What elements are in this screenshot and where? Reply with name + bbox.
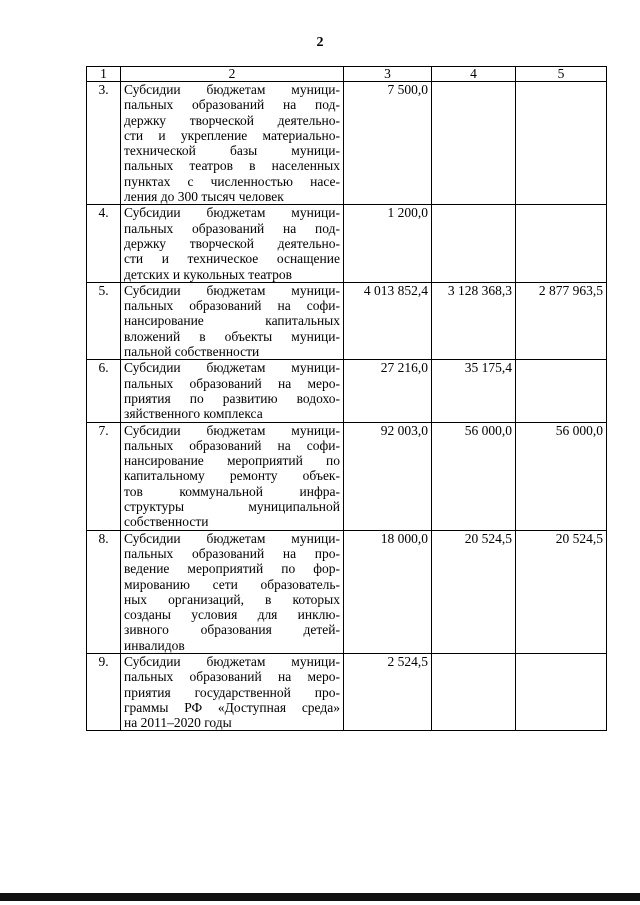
- description-line: ных организаций, в которых: [124, 591, 340, 607]
- row-value-col5: 2 877 963,5: [516, 282, 607, 359]
- description-line: технической базы муници-: [124, 143, 340, 159]
- row-description: [121, 530, 344, 653]
- row-value-col3: 2 524,5: [344, 653, 432, 730]
- row-number: 9.: [87, 653, 121, 730]
- row-value-col3: 92 003,0: [344, 422, 432, 530]
- description-line: тов коммунальной инфра-: [124, 483, 340, 499]
- description-line: граммы РФ «Доступная среда»: [124, 699, 340, 715]
- table-row: [87, 82, 607, 205]
- row-value-col4: 56 000,0: [432, 422, 516, 530]
- row-value-col5: [516, 360, 607, 422]
- row-number: 8.: [87, 530, 121, 653]
- description-line: сти и техническое оснащение: [124, 251, 340, 267]
- description-line: пальных образований на под-: [124, 220, 340, 236]
- description-line: приятия по развитию водохо-: [124, 390, 340, 406]
- table-row: [87, 530, 607, 653]
- row-value-col3: 18 000,0: [344, 530, 432, 653]
- description-line: Субсидии бюджетам муници-: [124, 422, 340, 438]
- table-body: [87, 82, 607, 731]
- description-line: Субсидии бюджетам муници-: [124, 360, 340, 376]
- description-line: зивного образования детей-: [124, 622, 340, 638]
- row-number: 5.: [87, 282, 121, 359]
- description-line: приятия государственной про-: [124, 684, 340, 700]
- description-line: собственности: [124, 514, 209, 530]
- table-row: [87, 422, 607, 530]
- description-line: пальных образований на под-: [124, 97, 340, 113]
- description-line: пальных образований на про-: [124, 545, 340, 561]
- header-cell-2: 2: [121, 67, 344, 82]
- row-value-col5: [516, 205, 607, 282]
- description-line: пальных образований на меро-: [124, 375, 340, 391]
- description-line: Субсидии бюджетам муници-: [124, 282, 340, 298]
- row-description: [121, 653, 344, 730]
- header-row: [87, 67, 607, 82]
- description-line: ления до 300 тысяч человек: [124, 189, 284, 205]
- description-line: нансирование мероприятий по: [124, 453, 340, 469]
- row-value-col5: [516, 653, 607, 730]
- description-line: держку творческой деятельно-: [124, 235, 340, 251]
- row-value-col4: [432, 82, 516, 205]
- table-row: [87, 282, 607, 359]
- description-line: зяйственного комплекса: [124, 406, 263, 422]
- row-value-col3: 7 500,0: [344, 82, 432, 205]
- description-line: детских и кукольных театров: [124, 266, 292, 282]
- description-line: на 2011–2020 годы: [124, 715, 232, 731]
- row-number: 7.: [87, 422, 121, 530]
- row-number: 3.: [87, 82, 121, 205]
- description-line: пальных образований на меро-: [124, 669, 340, 685]
- description-line: созданы условия для инклю-: [124, 607, 340, 623]
- header-cell-5: 5: [516, 67, 607, 82]
- description-line: ведение мероприятий по фор-: [124, 561, 340, 577]
- description-line: капитальному ремонту объек-: [124, 468, 340, 484]
- row-value-col3: 27 216,0: [344, 360, 432, 422]
- subsidies-table: [86, 66, 607, 731]
- description-line: пальной собственности: [124, 344, 260, 360]
- page-number: 2: [316, 35, 324, 50]
- description-line: инвалидов: [124, 637, 185, 653]
- row-value-col4: 3 128 368,3: [432, 282, 516, 359]
- table-row: [87, 205, 607, 282]
- header-cell-1: 1: [87, 67, 121, 82]
- row-number: 4.: [87, 205, 121, 282]
- row-value-col4: 20 524,5: [432, 530, 516, 653]
- header-cell-3: 3: [344, 67, 432, 82]
- row-description: [121, 282, 344, 359]
- row-number: 6.: [87, 360, 121, 422]
- row-description: [121, 205, 344, 282]
- description-line: пальных образований на софи-: [124, 437, 340, 453]
- description-line: пальных образований на софи-: [124, 298, 340, 314]
- description-line: пунктах с численностью насе-: [124, 173, 340, 189]
- description-line: Субсидии бюджетам муници-: [124, 653, 340, 669]
- row-value-col5: 20 524,5: [516, 530, 607, 653]
- row-description: [121, 422, 344, 530]
- row-value-col3: 1 200,0: [344, 205, 432, 282]
- description-line: структуры муниципальной: [124, 499, 340, 515]
- description-line: Субсидии бюджетам муници-: [124, 205, 340, 221]
- row-value-col5: 56 000,0: [516, 422, 607, 530]
- description-line: пальных театров в населенных: [124, 158, 340, 174]
- description-line: мированию сети образователь-: [124, 576, 340, 592]
- row-value-col5: [516, 82, 607, 205]
- description-line: нансирование капитальных: [124, 313, 340, 329]
- table-row: [87, 360, 607, 422]
- row-description: [121, 360, 344, 422]
- row-value-col4: [432, 205, 516, 282]
- row-value-col4: 35 175,4: [432, 360, 516, 422]
- table-row: [87, 653, 607, 730]
- header-cell-4: 4: [432, 67, 516, 82]
- description-line: держку творческой деятельно-: [124, 112, 340, 128]
- description-line: сти и укрепление материально-: [124, 127, 340, 143]
- description-line: Субсидии бюджетам муници-: [124, 530, 340, 546]
- row-value-col4: [432, 653, 516, 730]
- scan-edge: [0, 893, 640, 901]
- row-description: [121, 82, 344, 205]
- row-value-col3: 4 013 852,4: [344, 282, 432, 359]
- description-line: вложений в объекты муници-: [124, 328, 340, 344]
- description-line: Субсидии бюджетам муници-: [124, 82, 340, 97]
